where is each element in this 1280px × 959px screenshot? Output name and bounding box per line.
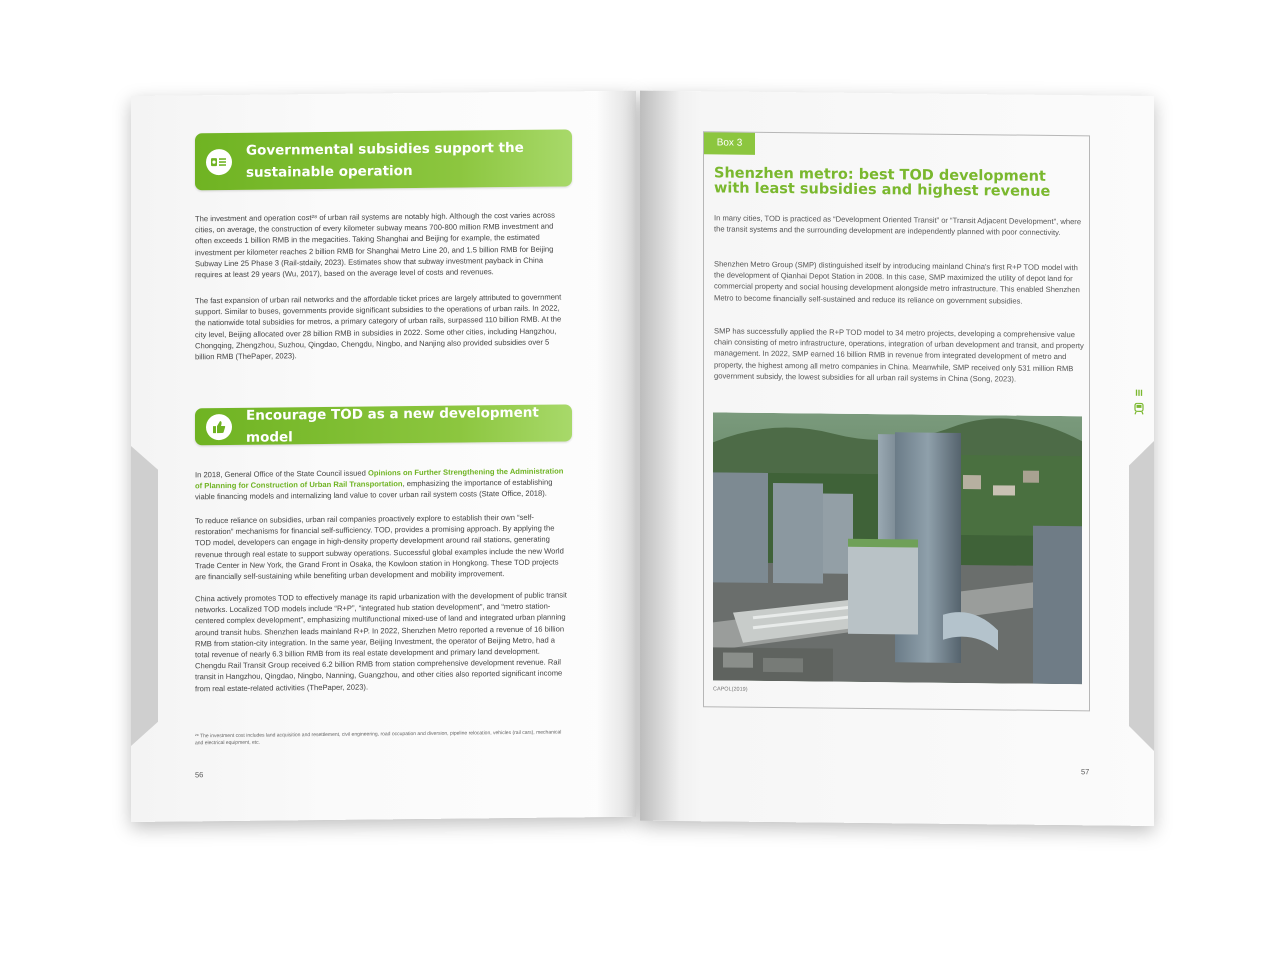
section-banner-subsidies (195, 129, 572, 190)
gutter-shadow (596, 91, 636, 817)
side-tab (1129, 441, 1154, 751)
footnote: ²⁸ The investment cost includes land acquisition and resettlement, civil engineering, road occupation and diversion, pipeline relocation, vehicles (rail cars), mechanical and electrical equipment, etc. (195, 729, 562, 747)
paragraph: Shenzhen Metro Group (SMP) distinguished itself by introducing mainland China's first R+P TOD model with the development of Qianhai Depot Station in 2008. In this case, SMP maximized the utility of depot land for commercial property and social housing development alongside metro infrastructure. This enabled Shenzhen Metro to become financially self-sustained and reduce its reliance on government subsidies. (714, 259, 1080, 306)
thumbs-up-icon (206, 413, 232, 439)
paragraph: China actively promotes TOD to effectively manage its rapid urbanization with the development of public transit networks. Localized TOD models include “R+P”, “integrated hub station development”, and “metro station-centered complex development”, emphasizing multifunctional mixed-use of land and integrated urban planning around transit hubs. Shenzhen leads mainland R+P. In 2022, Shenzhen Metro reported a revenue of 16 billion RMB from station-city integration. In the same year, Beijing Investment, the operator of Beijing Metro, had a total revenue of nearly 6.3 billion RMB from its real estate development and primary land development. Chengdu Rail Transit Group received 6.2 billion RMB from station comprehensive development revenue. Rail transit in Hangzhou, Qingdao, Ningbo, Nanning, Guangzhou, and other cities also reported significant income from real estate-related activities (ThePaper, 2023). (195, 590, 567, 693)
subsidy-icon (206, 148, 232, 174)
paragraph (195, 465, 570, 503)
photo-credit: CAPOL(2019) (713, 686, 748, 693)
section-title: Encourage TOD as a new development model (246, 404, 539, 446)
page-number: 57 (1081, 767, 1090, 777)
section-title: Governmental subsidies support the sustainable operation (246, 139, 524, 181)
box-3 (703, 131, 1090, 711)
paragraph: The fast expansion of urban rail networks and the affordable ticket prices are largely attributed to government support. Similar to buses, governments provide significant subsidies to the operations of urban rails. In 2022, the nationwide total subsidies for metros, a primary category of urban rails, surpassed 110 billion RMB. At the city level, Beijing allocated over 28 billion RMB in subsidies in 2022. Some other cities, including Hangzhou, Chongqing, Zhengzhou, Suzhou, Qingdao, Chengdu, Ningbo, and Nanjing also provided subsidies over 5 billion RMB (ThePaper, 2023). (195, 292, 562, 362)
shenzhen-tod-photo (713, 412, 1082, 684)
box-label: Box 3 (704, 132, 755, 155)
chapter-marker (1134, 388, 1144, 420)
side-tab (131, 446, 158, 746)
paragraph: To reduce reliance on subsidies, urban rail companies proactively explore to establish their own “self-restoration” mechanisms for financial self-sufficiency. TOD, provides a promising approach. By applying the TOD model, developers can engage in high-density property development around rail stations, generating revenue through real estate to support subway operations. Successful global examples include the new World Trade Center in New York, the Grand Front in Osaka, the Kowloon station in Hongkong. These TOD projects are financially self-sustaining while benefiting urban development and mobility improvement. (195, 512, 564, 582)
paragraph: The investment and operation cost²⁸ of urban rail systems are notably high. Although the cost varies across cities, on average, the construction of every kilometer subway means 700-800 million RMB investment and often exceeds 1 billion RMB in the megacities. Taking Shanghai and Beijing for example, the estimated investment per kilometer reaches 2 billion RMB for Shanghai Metro Line 20, and 1.5 billion RMB for Beijing Subway Line 25 Phase 3 (Rail-stdaily, 2023). Estimates show that subway investment payback in China requires at least 29 years (Wu, 2017), based on the average level of costs and revenues. (195, 210, 555, 280)
paragraph-text: In 2018, General Office of the State Council issued (195, 468, 368, 480)
paragraph: SMP has successfully applied the R+P TOD model to 34 metro projects, developing a comprehensive value chain consisting of metro infrastructure, operations, integration of urban development and transit, and property management. In 2022, SMP earned 16 billion RMB in revenue from integrated development of metro and property, the highest among all metro companies in China. Meanwhile, SMP received only 531 million RMB government subsidy, the lowest subsidies for all urban rail systems in China (Song, 2023). (714, 326, 1084, 384)
box-title: Shenzhen metro: best TOD development with least subsidies and highest revenue (714, 165, 1051, 200)
gutter-shadow (640, 91, 680, 821)
page-number: 56 (195, 770, 204, 780)
section-banner-tod (195, 404, 572, 445)
train-icon (1134, 402, 1144, 420)
right-page (640, 91, 1154, 826)
paragraph: In many cities, TOD is practiced as “Development Oriented Transit” or “Transit Adjacent Development”, where the transit systems and the surrounding development are independently planned with poor connectivity. (714, 213, 1082, 238)
policy-link[interactable]: Opinions on Further Strengthening the Administration of Planning for Construction of Urban Rail Transportation (195, 466, 564, 491)
paragraph-text: , emphasizing the importance of establishing viable financing models and internalizing land value to cover urban rail system costs (State Office, 2018). (195, 477, 553, 502)
chapter-number: III (1135, 387, 1143, 398)
left-page (131, 91, 636, 822)
